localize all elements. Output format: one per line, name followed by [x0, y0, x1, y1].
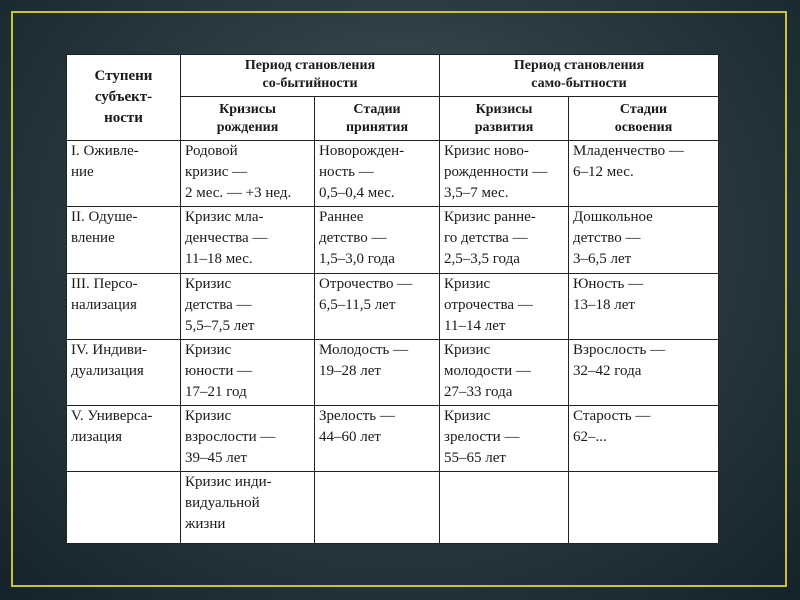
header-row	[67, 55, 719, 97]
table-row	[67, 405, 719, 471]
stage-cell: II. Одуше- вление	[67, 207, 181, 273]
header-stages: Ступени субъект- ности	[67, 55, 181, 141]
mastery-cell: Старость — 62–...	[569, 405, 719, 471]
subheader-stages-mastery: Стадии освоения	[569, 96, 719, 141]
subheader-crises-development: Кризисы развития	[440, 96, 569, 141]
stages-table	[66, 54, 719, 544]
mastery-cell: Младенчество — 6–12 мес.	[569, 141, 719, 207]
crisis-development-cell: Кризис ранне- го детства — 2,5–3,5 года	[440, 207, 569, 273]
mastery-cell	[569, 471, 719, 543]
subheader-crises-birth: Кризисы рождения	[181, 96, 315, 141]
stage-cell: IV. Индиви- дуализация	[67, 339, 181, 405]
mastery-cell: Дошкольное детство — 3–6,5 лет	[569, 207, 719, 273]
table-row	[67, 141, 719, 207]
crisis-development-cell	[440, 471, 569, 543]
table-row	[67, 339, 719, 405]
stage-cell: III. Персо- нализация	[67, 273, 181, 339]
acceptance-cell: Отрочество — 6,5–11,5 лет	[315, 273, 440, 339]
stage-cell	[67, 471, 181, 543]
acceptance-cell: Новорожден- ность — 0,5–0,4 мес.	[315, 141, 440, 207]
crisis-development-cell: Кризис отрочества — 11–14 лет	[440, 273, 569, 339]
crisis-birth-cell: Кризис детства — 5,5–7,5 лет	[181, 273, 315, 339]
stages-table-container	[66, 54, 718, 544]
mastery-cell: Взрослость — 32–42 года	[569, 339, 719, 405]
subheader-stages-acceptance: Стадии принятия	[315, 96, 440, 141]
acceptance-cell: Молодость — 19–28 лет	[315, 339, 440, 405]
crisis-development-cell: Кризис ново- рожденности — 3,5–7 мес.	[440, 141, 569, 207]
crisis-birth-cell: Кризис юности — 17–21 год	[181, 339, 315, 405]
header-period-1: Период становления со-бытийности	[181, 55, 440, 97]
crisis-birth-cell: Кризис взрослости — 39–45 лет	[181, 405, 315, 471]
acceptance-cell: Зрелость — 44–60 лет	[315, 405, 440, 471]
crisis-birth-cell: Родовой кризис — 2 мес. — +3 нед.	[181, 141, 315, 207]
crisis-development-cell: Кризис молодости — 27–33 года	[440, 339, 569, 405]
table-row	[67, 207, 719, 273]
header-period-2: Период становления само-бытности	[440, 55, 719, 97]
table-row	[67, 471, 719, 543]
crisis-birth-cell: Кризис мла- денчества — 11–18 мес.	[181, 207, 315, 273]
stage-cell: V. Универса- лизация	[67, 405, 181, 471]
crisis-birth-cell: Кризис инди- видуальной жизни	[181, 471, 315, 543]
acceptance-cell	[315, 471, 440, 543]
crisis-development-cell: Кризис зрелости — 55–65 лет	[440, 405, 569, 471]
acceptance-cell: Раннее детство — 1,5–3,0 года	[315, 207, 440, 273]
mastery-cell: Юность — 13–18 лет	[569, 273, 719, 339]
table-row	[67, 273, 719, 339]
stage-cell: I. Оживле- ние	[67, 141, 181, 207]
